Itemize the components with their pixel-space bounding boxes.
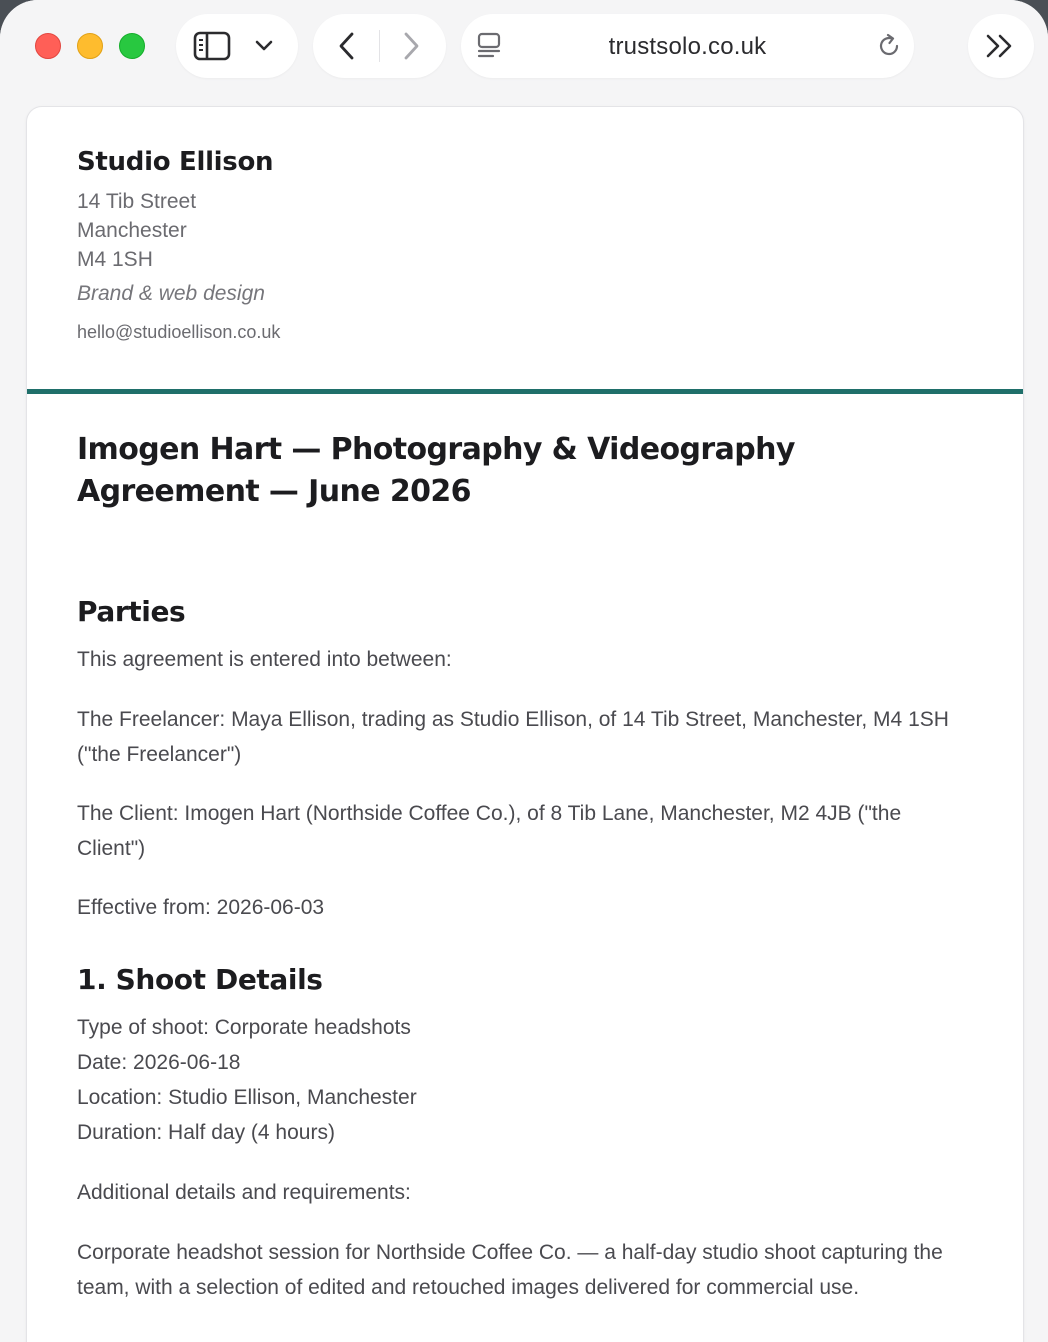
shoot-date: Date: 2026-06-18: [77, 1051, 241, 1074]
studio-name: Studio Ellison: [77, 147, 274, 177]
chevron-down-icon[interactable]: [254, 38, 274, 54]
history-nav-group: [313, 14, 446, 78]
letterhead: [77, 147, 280, 343]
close-window-button[interactable]: [35, 33, 61, 59]
address-line-postcode: M4 1SH: [77, 248, 153, 271]
reload-icon[interactable]: [875, 32, 903, 60]
address-line-street: 14 Tib Street: [77, 190, 197, 213]
sidebar-toggle-group: [176, 14, 298, 78]
forward-arrow-icon[interactable]: [399, 30, 423, 62]
studio-tagline: Brand & web design: [77, 282, 265, 305]
additional-details-label: Additional details and requirements:: [77, 1181, 411, 1204]
shoot-description: Corporate headshot session for Northside Coffee Co. — a half-day studio shoot capturing the team, with a selection of edited and retouched images delivered for commercial use.: [77, 1241, 943, 1299]
double-chevron-right-icon[interactable]: [984, 32, 1018, 60]
shoot-duration: Duration: Half day (4 hours): [77, 1121, 335, 1144]
shoot-details-heading: 1. Shoot Details: [77, 963, 323, 996]
effective-date: Effective from: 2026-06-03: [77, 896, 325, 919]
address-bar[interactable]: [461, 14, 914, 78]
more-tools-button[interactable]: [968, 14, 1034, 78]
back-arrow-icon[interactable]: [335, 30, 359, 62]
shoot-location: Location: Studio Ellison, Manchester: [77, 1086, 417, 1109]
sidebar-icon[interactable]: [193, 31, 231, 61]
parties-client: The Client: Imogen Hart (Northside Coffee Co.), of 8 Tib Lane, Manchester, M2 4JB ("the Client"): [77, 802, 902, 860]
agreement-body: [77, 429, 957, 1305]
parties-heading: Parties: [77, 595, 186, 628]
agreement-document: [26, 106, 1024, 1342]
studio-email: hello@studioellison.co.uk: [77, 322, 281, 342]
shoot-type: Type of shoot: Corporate headshots: [77, 1016, 411, 1039]
zoom-window-button[interactable]: [119, 33, 145, 59]
minimize-window-button[interactable]: [77, 33, 103, 59]
address-line-city: Manchester: [77, 219, 187, 242]
shoot-details-list: [77, 1010, 957, 1150]
header-divider: [27, 389, 1023, 394]
nav-divider: [379, 30, 380, 62]
parties-intro: This agreement is entered into between:: [77, 648, 452, 671]
parties-freelancer: The Freelancer: Maya Ellison, trading as Studio Ellison, of 14 Tib Street, Manchester, M4 1SH ("the Freelancer"): [77, 708, 949, 766]
browser-toolbar: [0, 0, 1048, 92]
url-text[interactable]: trustsolo.co.uk: [608, 33, 767, 60]
document-title: Imogen Hart — Photography & Videography Agreement — June 2026: [77, 432, 795, 509]
